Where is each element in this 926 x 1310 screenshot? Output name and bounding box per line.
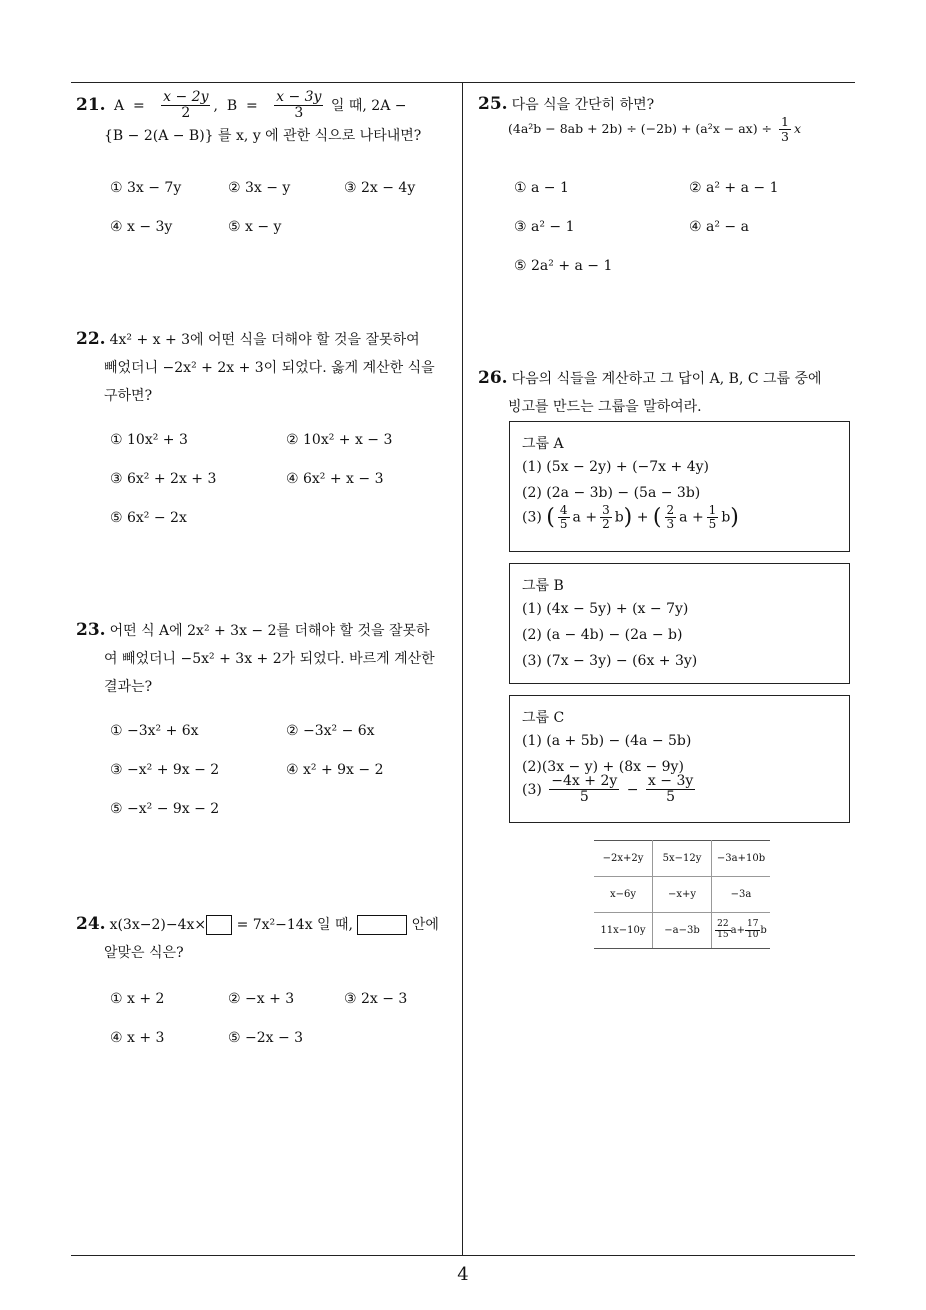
- table-cell: −3a: [712, 877, 771, 913]
- choice-3[interactable]: ③ a² − 1: [514, 219, 575, 235]
- expression-tail: x: [793, 121, 802, 136]
- group-item: (3) $\frac{-4x + 2y}{5}$ − $\frac{x - 3y}{5}$: [522, 773, 694, 806]
- question-number: 26.: [478, 368, 508, 388]
- answer-box-small: [206, 915, 232, 935]
- question-text: 빙고를 만드는 그룹을 말하여라.: [508, 399, 702, 415]
- question-number: 22.: [76, 329, 106, 349]
- choice-5[interactable]: ⑤ −2x − 3: [228, 1030, 304, 1046]
- table-cell: 5x−12y: [653, 841, 712, 877]
- question-text: = 7x²−14x 일 때,: [236, 917, 353, 933]
- question-24: [76, 910, 458, 967]
- choice-3[interactable]: ③ 2x − 3: [344, 991, 408, 1007]
- table-cell: 11x−10y: [594, 913, 653, 949]
- column-divider: [462, 83, 463, 1256]
- top-rule: [71, 82, 855, 83]
- table-cell: $\frac{22}{15}$ a+ $\frac{17}{10}$ b: [712, 913, 771, 949]
- question-number: 24.: [76, 914, 106, 934]
- choice-4[interactable]: ④ x² + 9x − 2: [286, 762, 384, 778]
- question-text: {B − 2(A − B)} 를 x, y 에 관한 식으로 나타내면?: [104, 127, 422, 144]
- question-text: 다음의 식들을 계산하고 그 답이 A, B, C 그룹 중에: [511, 371, 822, 387]
- bingo-table: [594, 840, 770, 949]
- choice-4[interactable]: ④ x − 3y: [110, 219, 173, 235]
- question-22: [76, 325, 458, 410]
- choice-2[interactable]: ② 10x² + x − 3: [286, 432, 393, 448]
- question-21: 21. A = $\frac{x - 2y}{2}$ , B = $\frac{x - 3y}{3}$ 일 때, 2A − {B − 2(A − B)} 를 x, y 에 관한 식으로 나타내면?: [76, 90, 456, 150]
- choice-2[interactable]: ② a² + a − 1: [689, 180, 779, 196]
- group-c-box: [509, 695, 850, 823]
- fraction-a: $\frac{x - 2y}{2}$: [163, 89, 209, 122]
- group-title: 그룹 C: [522, 710, 565, 726]
- table-row: [594, 913, 770, 949]
- group-item: (3) ( $\frac{4}{5}$ a + $\frac{3}{2}$ b) + ( $\frac{2}{3}$ a + $\frac{1}{5}$ b): [522, 503, 739, 532]
- question-text: 4x² + x + 3에 어떤 식을 더해야 할 것을 잘못하여: [109, 332, 420, 348]
- choice-2[interactable]: ② −3x² − 6x: [286, 723, 375, 739]
- table-cell: −3a+10b: [712, 841, 771, 877]
- group-item: (1) (5x − 2y) + (−7x + 4y): [522, 459, 709, 475]
- choice-1[interactable]: ① x + 2: [110, 991, 165, 1007]
- question-text: 안에: [411, 917, 439, 933]
- fraction: $\frac{1}{3}$: [781, 114, 789, 144]
- choice-4[interactable]: ④ x + 3: [110, 1030, 165, 1046]
- group-title: 그룹 B: [522, 578, 564, 594]
- group-title: 그룹 A: [522, 436, 564, 452]
- group-item: (2)(3x − y) + (8x − 9y): [522, 759, 684, 775]
- question-text: 여 빼었더니 −5x² + 3x + 2가 되었다. 바르게 계산한: [104, 651, 435, 667]
- expression: (4a²b − 8ab + 2b) ÷ (−2b) + (a²x − ax) ÷: [508, 121, 773, 136]
- table-cell: x−6y: [594, 877, 653, 913]
- choice-4[interactable]: ④ 6x² + x − 3: [286, 471, 384, 487]
- choice-5[interactable]: ⑤ 6x² − 2x: [110, 510, 187, 526]
- question-text: 결과는?: [104, 679, 153, 695]
- question-text: 다음 식을 간단히 하면?: [511, 97, 655, 113]
- choice-5[interactable]: ⑤ x − y: [228, 219, 282, 235]
- choice-5[interactable]: ⑤ 2a² + a − 1: [514, 258, 613, 274]
- question-23: [76, 616, 458, 701]
- choice-1[interactable]: ① −3x² + 6x: [110, 723, 199, 739]
- question-26: [478, 364, 854, 421]
- choice-3[interactable]: ③ 6x² + 2x + 3: [110, 471, 217, 487]
- group-item: (3) (7x − 3y) − (6x + 3y): [522, 653, 698, 669]
- answer-box-large: [357, 915, 407, 935]
- table-cell: −a−3b: [653, 913, 712, 949]
- question-number: 23.: [76, 620, 106, 640]
- choice-3[interactable]: ③ 2x − 4y: [344, 180, 416, 196]
- choice-1[interactable]: ① 10x² + 3: [110, 432, 188, 448]
- choice-4[interactable]: ④ a² − a: [689, 219, 749, 235]
- question-text: 알맞은 식은?: [104, 945, 184, 961]
- choice-3[interactable]: ③ −x² + 9x − 2: [110, 762, 220, 778]
- page-number: 4: [457, 1264, 469, 1285]
- choice-2[interactable]: ② −x + 3: [228, 991, 295, 1007]
- group-item: (1) (a + 5b) − (4a − 5b): [522, 733, 692, 749]
- table-row: [594, 877, 770, 913]
- group-b-box: [509, 563, 850, 684]
- group-item: (2) (2a − 3b) − (5a − 3b): [522, 485, 701, 501]
- question-text: x(3x−2)−4x×: [109, 917, 207, 933]
- question-text: 구하면?: [104, 388, 153, 404]
- question-text: 빼었더니 −2x² + 2x + 3이 되었다. 옳게 계산한 식을: [104, 360, 435, 376]
- question-text: 일 때, 2A −: [330, 97, 407, 114]
- group-item: (2) (a − 4b) − (2a − b): [522, 627, 683, 643]
- group-item: (1) (4x − 5y) + (x − 7y): [522, 601, 689, 617]
- fraction-b: $\frac{x - 3y}{3}$: [276, 89, 322, 122]
- group-a-box: [509, 421, 850, 552]
- choice-2[interactable]: ② 3x − y: [228, 180, 291, 196]
- choice-1[interactable]: ① a − 1: [514, 180, 569, 196]
- table-cell: −2x+2y: [594, 841, 653, 877]
- table-row: [594, 841, 770, 877]
- question-number: 25.: [478, 94, 508, 114]
- question-number: 21.: [76, 94, 106, 115]
- bottom-rule: [71, 1255, 855, 1256]
- table-cell: −x+y: [653, 877, 712, 913]
- choice-5[interactable]: ⑤ −x² − 9x − 2: [110, 801, 220, 817]
- question-25: [478, 90, 848, 144]
- question-text: 어떤 식 A에 2x² + 3x − 2를 더해야 할 것을 잘못하: [109, 623, 430, 639]
- choice-1[interactable]: ① 3x − 7y: [110, 180, 182, 196]
